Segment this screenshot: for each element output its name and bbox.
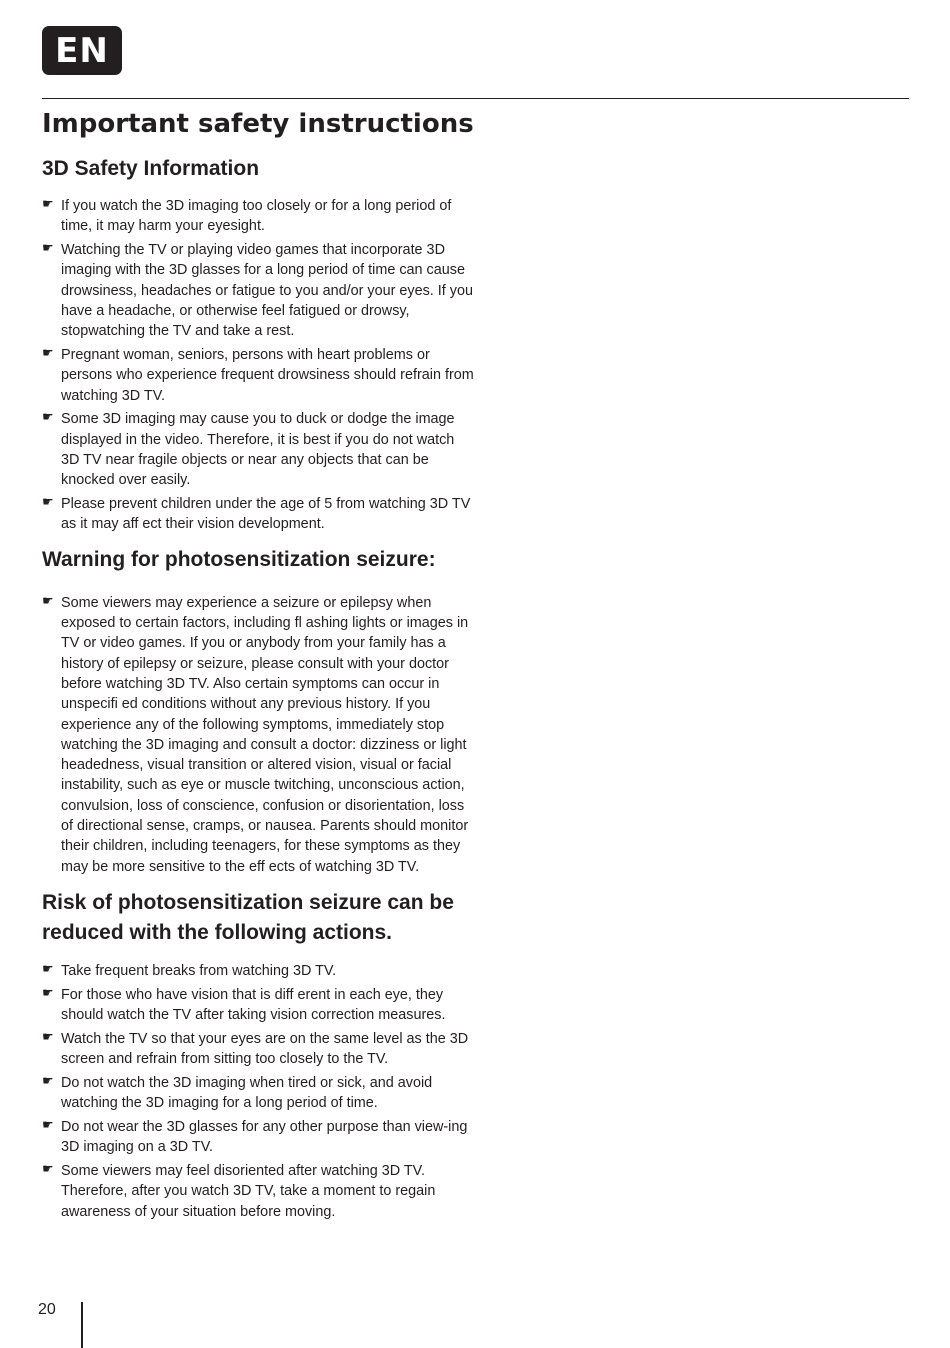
section-title-risk-reduction: Risk of photosensitization seizure can be reduced with the following actions.	[42, 890, 454, 944]
list-item-text: Some 3D imaging may cause you to duck or dodge the image displayed in the video. Therefore, it is best if you do not watch 3D TV near fragile objects or near any objects that can be knocked over easily.	[61, 411, 455, 489]
list-item-text: Watch the TV so that your eyes are on the same level as the 3D screen and refrain from sitting too closely to the TV.	[61, 1030, 469, 1068]
list-item-text: Some viewers may experience a seizure or epilepsy when exposed to certain factors, including fl ashing lights or images in TV or video games. If you or anybody from your family has a history of epilepsy or seizure, please consult with your doctor before watching 3D TV. Also certain symptoms can occur in unspecifi ed conditions without any previous history. If you experience any of the following symptoms, immediately stop watching the 3D imaging and consult a doctor: dizziness or light headedness, visual transition or altered vision, visual or facial instability, such as eye or muscle twitching, unconscious action, convulsion, loss of conscience, confusion or disorientation, loss of directional sense, cramps, or nausea. Parents should monitor their children, including teenagers, for these symptoms as they may be more sensitive to the eff ects of watching 3D TV.	[61, 594, 469, 875]
header-divider	[42, 98, 909, 99]
language-badge: EN	[42, 26, 122, 75]
bullet-list-3d-safety	[42, 196, 474, 535]
pointing-hand-icon: ☛	[42, 985, 54, 1001]
pointing-hand-icon: ☛	[42, 346, 54, 362]
list-item-text: Pregnant woman, seniors, persons with heart problems or persons who experience frequent drowsiness should refrain from watching 3D TV.	[61, 347, 474, 404]
list-item	[42, 1117, 474, 1158]
list-item	[42, 593, 474, 877]
list-item	[42, 409, 474, 490]
page-number: 20	[38, 1301, 56, 1318]
list-item-text: Do not watch the 3D imaging when tired or sick, and avoid watching the 3D imaging for a long period of time.	[61, 1074, 433, 1112]
list-item	[42, 345, 474, 406]
pointing-hand-icon: ☛	[42, 495, 54, 511]
list-item	[42, 494, 474, 535]
section-title-seizure-warning: Warning for photosensitization seizure:	[42, 547, 436, 571]
pointing-hand-icon: ☛	[42, 1029, 54, 1045]
page-title: Important safety instructions	[42, 109, 474, 139]
list-item-text: If you watch the 3D imaging too closely or for a long period of time, it may harm your eyesight.	[61, 198, 452, 235]
pointing-hand-icon: ☛	[42, 593, 54, 609]
bullet-list-seizure-warning	[42, 593, 474, 877]
pointing-hand-icon: ☛	[42, 961, 54, 977]
list-item	[42, 985, 474, 1026]
list-item-text: Please prevent children under the age of 5 from watching 3D TV as it may aff ect their vision development.	[61, 496, 471, 533]
list-item	[42, 1073, 474, 1114]
footer-divider	[81, 1302, 83, 1348]
list-item-text: Watching the TV or playing video games that incorporate 3D imaging with the 3D glasses for a long period of time can cause drowsiness, headaches or fatigue to you and/or your eyes. If you have a headache, or otherwise feel fatigued or drowsy, stopwatching the TV and take a rest.	[61, 242, 473, 340]
list-item-text: Do not wear the 3D glasses for any other purpose than view-ing 3D imaging on a 3D TV.	[61, 1118, 468, 1156]
list-item-text: For those who have vision that is diff erent in each eye, they should watch the TV after taking vision correction measures.	[61, 986, 446, 1023]
pointing-hand-icon: ☛	[42, 1073, 54, 1089]
pointing-hand-icon: ☛	[42, 197, 54, 212]
pointing-hand-icon: ☛	[42, 410, 54, 426]
list-item	[42, 1029, 474, 1070]
pointing-hand-icon: ☛	[42, 1117, 54, 1133]
main-content	[42, 150, 474, 1225]
section-title-3d-safety: 3D Safety Information	[42, 157, 260, 180]
pointing-hand-icon: ☛	[42, 1162, 54, 1178]
list-item	[42, 196, 474, 237]
list-item	[42, 240, 474, 341]
list-item	[42, 1161, 474, 1222]
list-item-text: Take frequent breaks from watching 3D TV.	[61, 962, 337, 979]
list-item	[42, 961, 474, 981]
pointing-hand-icon: ☛	[42, 241, 54, 257]
bullet-list-risk-reduction	[42, 961, 474, 1222]
list-item-text: Some viewers may feel disoriented after watching 3D TV. Therefore, after you watch 3D TV, take a moment to regain awareness of your situation before moving.	[61, 1163, 436, 1220]
